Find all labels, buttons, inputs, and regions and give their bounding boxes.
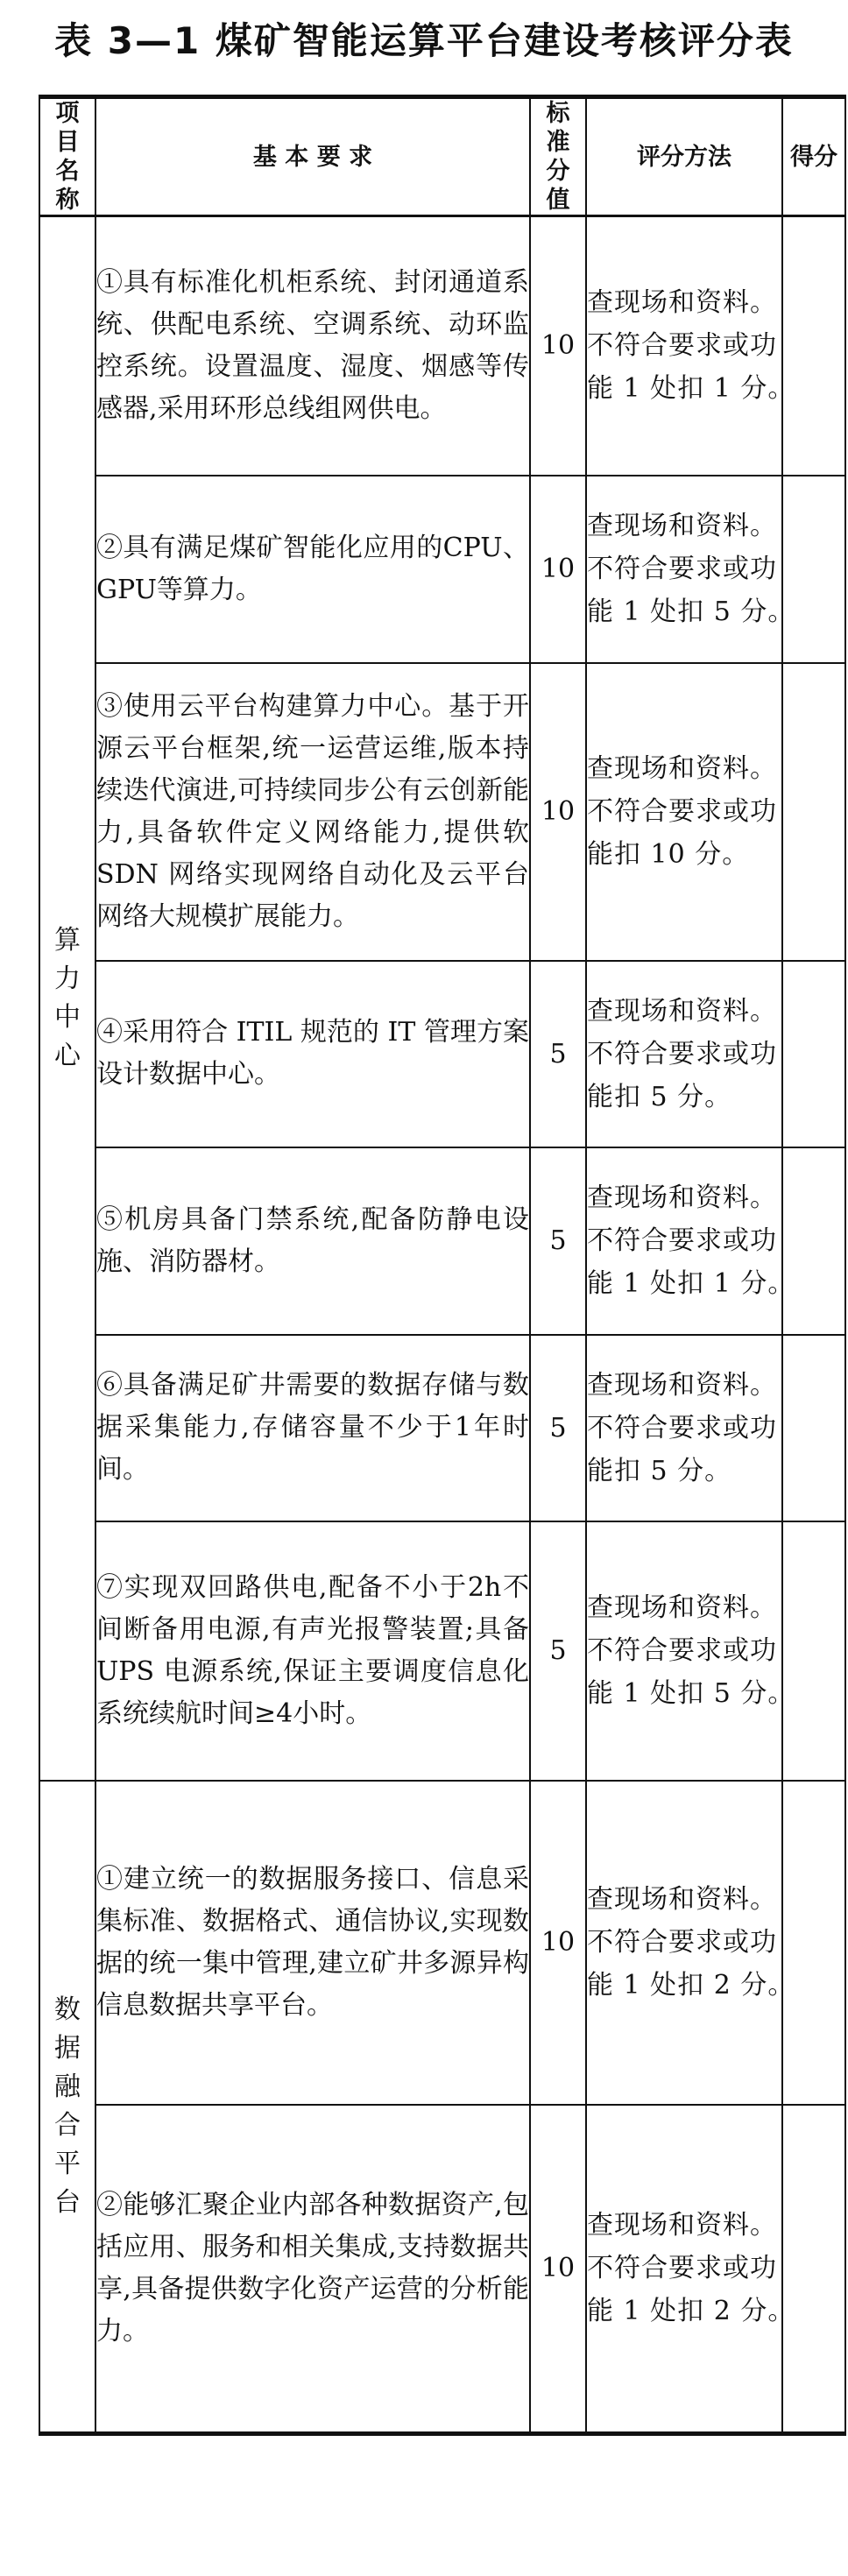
method-cell: 查现场和资料。 不符合要求或功 能 1 处扣 2 分。: [586, 1781, 782, 2105]
table-row: [39, 663, 845, 961]
method-cell: 查现场和资料。 不符合要求或功 能 1 处扣 2 分。: [586, 2105, 782, 2434]
table-row: [39, 216, 845, 476]
points-cell: 5: [530, 1147, 586, 1335]
points-cell: 10: [530, 663, 586, 961]
score-cell: [782, 476, 845, 663]
method-cell: 查现场和资料。 不符合要求或功 能 1 处扣 1 分。: [586, 216, 782, 476]
header-item-name: 项目名称: [39, 97, 95, 216]
score-cell: [782, 663, 845, 961]
table-row: [39, 476, 845, 663]
table-row: [39, 1781, 845, 2105]
requirement-cell: ③使用云平台构建算力中心。基于开源云平台框架,统一运营运维,版本持续迭代演进,可持续同步公有云创新能力,具备软件定义网络能力,提供软 SDN 网络实现网络自动化及云平台网络大规模扩展能力。: [95, 663, 530, 961]
scoring-table: [39, 95, 846, 2436]
score-cell: [782, 1521, 845, 1781]
requirement-cell: ⑥具备满足矿井需要的数据存储与数据采集能力,存储容量不少于1年时间。: [95, 1335, 530, 1521]
method-cell: 查现场和资料。 不符合要求或功 能扣 5 分。: [586, 1335, 782, 1521]
points-cell: 10: [530, 1781, 586, 2105]
requirement-cell: ①建立统一的数据服务接口、信息采集标准、数据格式、通信协议,实现数据的统一集中管理,建立矿井多源异构信息数据共享平台。: [95, 1781, 530, 2105]
method-cell: 查现场和资料。 不符合要求或功 能 1 处扣 5 分。: [586, 476, 782, 663]
score-cell: [782, 2105, 845, 2434]
points-cell: 10: [530, 2105, 586, 2434]
table-title: 表 3—1 煤矿智能运算平台建设考核评分表: [54, 19, 794, 62]
points-cell: 10: [530, 216, 586, 476]
score-cell: [782, 216, 845, 476]
category-computing-center: 算力中心: [39, 216, 95, 1781]
method-cell: 查现场和资料。 不符合要求或功 能 1 处扣 1 分。: [586, 1147, 782, 1335]
score-cell: [782, 961, 845, 1147]
requirement-cell: ⑦实现双回路供电,配备不小于2h不间断备用电源,有声光报警装置;具备 UPS 电源系统,保证主要调度信息化系统续航时间≥4小时。: [95, 1521, 530, 1781]
header-row: [39, 97, 845, 216]
table-row: [39, 1147, 845, 1335]
points-cell: 5: [530, 1335, 586, 1521]
score-cell: [782, 1335, 845, 1521]
requirement-cell: ④采用符合 ITIL 规范的 IT 管理方案设计数据中心。: [95, 961, 530, 1147]
requirement-cell: ②具有满足煤矿智能化应用的CPU、GPU等算力。: [95, 476, 530, 663]
header-requirements: 基 本 要 求: [95, 97, 530, 216]
table-row: [39, 961, 845, 1147]
requirement-cell: ②能够汇聚企业内部各种数据资产,包括应用、服务和相关集成,支持数据共享,具备提供数字化资产运营的分析能力。: [95, 2105, 530, 2434]
score-cell: [782, 1147, 845, 1335]
points-cell: 10: [530, 476, 586, 663]
header-standard-points: 标准分值: [530, 97, 586, 216]
method-cell: 查现场和资料。 不符合要求或功 能 1 处扣 5 分。: [586, 1521, 782, 1781]
requirement-cell: ⑤机房具备门禁系统,配备防静电设施、消防器材。: [95, 1147, 530, 1335]
requirement-cell: ①具有标准化机柜系统、封闭通道系统、供配电系统、空调系统、动环监控系统。设置温度、湿度、烟感等传感器,采用环形总线组网供电。: [95, 216, 530, 476]
points-cell: 5: [530, 1521, 586, 1781]
method-cell: 查现场和资料。 不符合要求或功 能扣 10 分。: [586, 663, 782, 961]
header-scoring-method: 评分方法: [586, 97, 782, 216]
method-cell: 查现场和资料。 不符合要求或功 能扣 5 分。: [586, 961, 782, 1147]
category-data-fusion-platform: 数据融合平台: [39, 1781, 95, 2434]
table-row: [39, 1521, 845, 1781]
table-row: [39, 2105, 845, 2434]
score-cell: [782, 1781, 845, 2105]
points-cell: 5: [530, 961, 586, 1147]
header-score: 得分: [782, 97, 845, 216]
table-row: [39, 1335, 845, 1521]
